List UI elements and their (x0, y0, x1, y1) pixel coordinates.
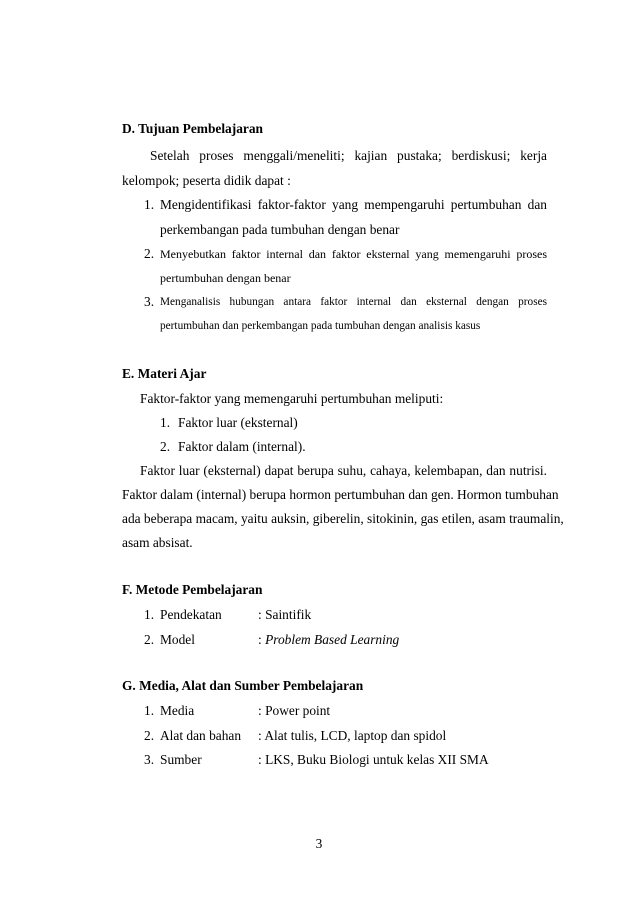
media-value-alat: : Alat tulis, LCD, laptop dan spidol (258, 728, 447, 743)
materi-paragraph-line1: Faktor luar (eksternal) dapat berupa suhu, cahaya, kelembapan, dan nutrisi. (140, 463, 547, 478)
objective-1-line1: Mengidentifikasi faktor-faktor yang mempengaruhi pertumbuhan dan (160, 197, 547, 212)
media-number: 1. (144, 703, 155, 718)
objective-2-line1: Menyebutkan faktor internal dan faktor eksternal yang memengaruhi proses (160, 247, 547, 261)
section-d-intro-line2: kelompok; peserta didik dapat : (122, 173, 291, 188)
section-d-intro-line1: Setelah proses menggali/meneliti; kajian pustaka; berdiskusi; kerja (150, 148, 547, 163)
objective-number: 2. (144, 246, 155, 261)
objective-number: 1. (144, 197, 155, 212)
metode-value-pendekatan: : Saintifik (258, 607, 312, 622)
media-label-alat: Alat dan bahan (160, 728, 242, 743)
materi-item-1: Faktor luar (eksternal) (178, 415, 298, 430)
metode-label-model: Model (160, 632, 195, 647)
metode-number: 2. (144, 632, 155, 647)
media-number: 2. (144, 728, 155, 743)
objective-number: 3. (144, 294, 155, 309)
section-d-heading: D. Tujuan Pembelajaran (122, 121, 263, 136)
section-e-heading: E. Materi Ajar (122, 366, 207, 381)
media-label-media: Media (160, 703, 195, 718)
media-value-sumber: : LKS, Buku Biologi untuk kelas XII SMA (258, 752, 489, 767)
media-number: 3. (144, 752, 155, 767)
media-label-sumber: Sumber (160, 752, 202, 767)
objective-1-line2: perkembangan pada tumbuhan dengan benar (160, 222, 400, 237)
materi-paragraph-line2: Faktor dalam (internal) berupa hormon pertumbuhan dan gen. Hormon tumbuhan (122, 487, 559, 502)
materi-paragraph-line3: ada beberapa macam, yaitu auksin, giberelin, sitokinin, gas etilen, asam traumalin, (122, 511, 564, 526)
objective-2-line2: pertumbuhan dengan benar (160, 271, 291, 285)
page-number: 3 (315, 836, 323, 851)
materi-paragraph-line4: asam absisat. (122, 535, 193, 550)
metode-number: 1. (144, 607, 155, 622)
materi-number: 2. (160, 439, 171, 454)
section-e-intro: Faktor-faktor yang memengaruhi pertumbuhan meliputi: (140, 391, 444, 406)
metode-value-model-prefix: : (258, 632, 266, 647)
metode-value-model (258, 632, 399, 648)
section-f-heading: F. Metode Pembelajaran (122, 582, 263, 597)
objective-3-line2: pertumbuhan dan perkembangan pada tumbuhan dengan analisis kasus (160, 320, 481, 332)
metode-value-model-italic: Problem Based Learning (265, 632, 400, 647)
objective-3-line1: Menganalisis hubungan antara faktor internal dan eksternal dengan proses (160, 296, 547, 308)
materi-number: 1. (160, 415, 171, 430)
materi-item-2: Faktor dalam (internal). (178, 439, 306, 454)
metode-label-pendekatan: Pendekatan (160, 607, 222, 622)
section-g-heading: G. Media, Alat dan Sumber Pembelajaran (122, 678, 364, 693)
media-value-media: : Power point (258, 703, 331, 718)
